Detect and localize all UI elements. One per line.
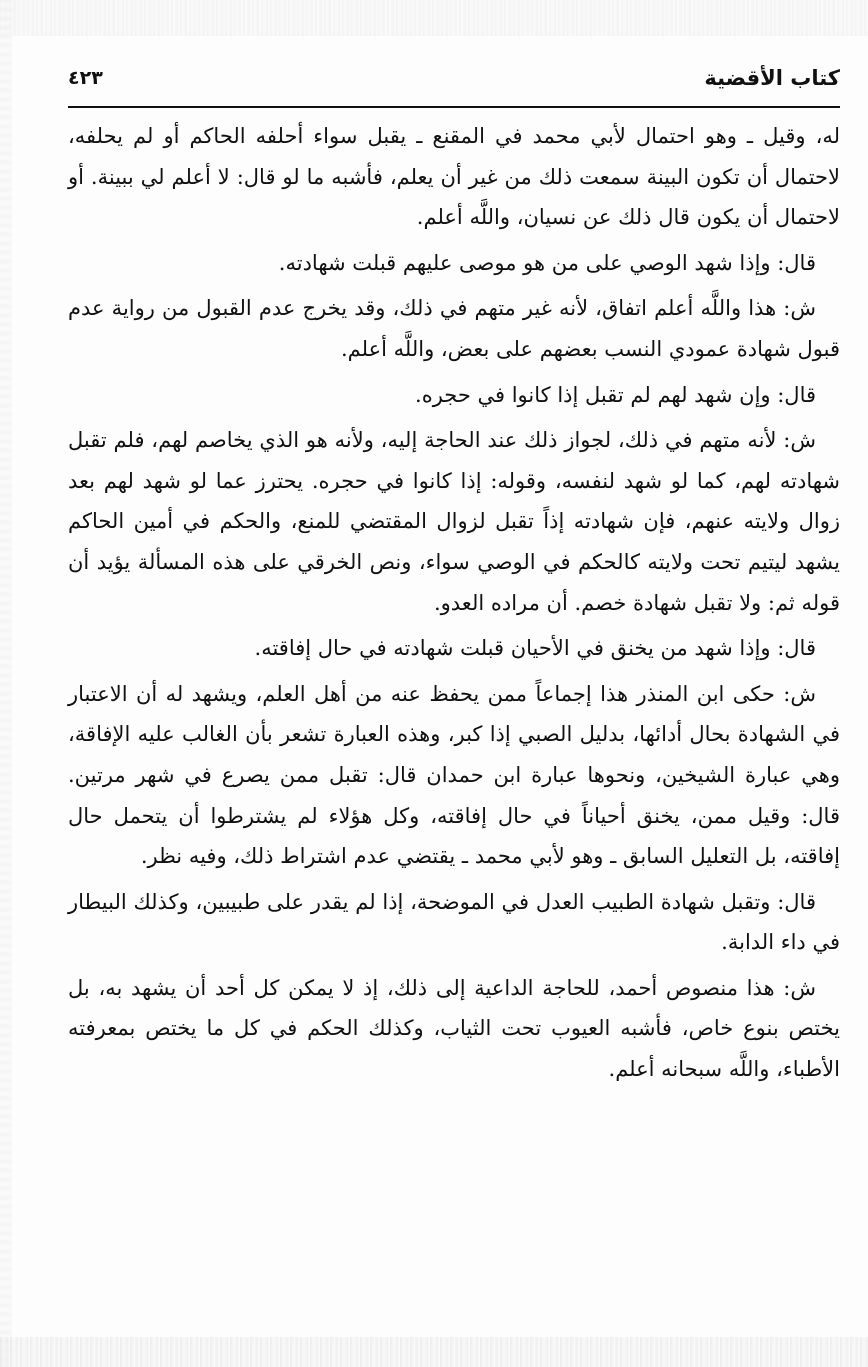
paragraph: قال: وإذا شهد الوصي على من هو موصى عليهم قبلت شهادته. — [278, 250, 816, 275]
paragraph: له، وقيل ـ وهو احتمال لأبي محمد في المقنع ـ يقبل سواء أحلفه الحاكم أو لم يحلفه، لاحتمال أن تكون البينة سمعت ذلك من غير أن يعلم، فأشبه ما لو قال: لا أعلم لي ببينة. أو لاحتمال أن يكون قال ذلك عن نسيان، واللَّه أعلم. — [68, 124, 840, 230]
page-number: ٤٢٣ — [68, 67, 103, 89]
scan-border-top — [0, 0, 868, 36]
page-body — [68, 116, 840, 1095]
book-title: كتاب الأقضية — [704, 66, 840, 90]
paragraph: ش: هذا واللَّه أعلم اتفاق، لأنه غير متهم في ذلك، وقد يخرج عدم القبول من رواية عدم قبول شهادة عمودي النسب بعضهم على بعض، واللَّه أعلم. — [68, 296, 840, 361]
paragraph: ش: هذا منصوص أحمد، للحاجة الداعية إلى ذلك، إذ لا يمكن كل أحد أن يشهد به، بل يختص بنوع خاص، فأشبه العيوب تحت الثياب، وكذلك الحكم في كل ما يختص بمعرفته الأطباء، واللَّه سبحانه أعلم. — [68, 975, 840, 1082]
paragraph: قال: وتقبل شهادة الطبيب العدل في الموضحة، إذا لم يقدر على طبيبين، وكذلك البيطار في داء الدابة. — [68, 889, 840, 955]
paragraph: ش: حكى ابن المنذر هذا إجماعاً ممن يحفظ عنه من أهل العلم، ويشهد له أن الاعتبار في الشهادة بحال أدائها، بدليل الصبي إذا كبر، وهذه العبارة تشعر بأن الغالب عليه الإفاقة، وهي عبارة الشيخين، ونحوها عبارة ابن حمدان قال: تقبل ممن يصرع في شهر مرتين. قال: وقيل ممن، يخنق أحياناً في حال إفاقته، وكل هؤلاء لم يشترطوا أن يتحمل حال إفاقته، بل التعليل السابق ـ وهو لأبي محمد ـ يقتضي عدم اشتراط ذلك، وفيه نظر. — [68, 681, 840, 869]
paragraph: قال: وإذا شهد من يخنق في الأحيان قبلت شهادته في حال إفاقته. — [254, 636, 816, 661]
paragraph: قال: وإن شهد لهم لم تقبل إذا كانوا في حجره. — [415, 382, 816, 407]
scan-border-bottom — [0, 1337, 868, 1367]
header-rule — [68, 106, 840, 108]
scan-border-left — [0, 0, 12, 1367]
paragraph: ش: لأنه متهم في ذلك، لجواز ذلك عند الحاجة إليه، ولأنه هو الذي يخاصم لهم، فلم تقبل شهادته لهم، كما لو شهد لنفسه، وقوله: إذا كانوا في حجره. يحترز عما لو شهد لهم بعد زوال ولايته عنهم، فإن شهادته إذاً تقبل لزوال المقتضي للمنع، والحكم في أمين الحاكم يشهد ليتيم تحت ولايته كالحكم في الوصي سواء، ونص الخرقي على هذه المسألة يؤيد أن قوله ثم: ولا تقبل شهادة خصم. أن مراده العدو. — [68, 428, 840, 615]
running-header — [68, 60, 840, 96]
